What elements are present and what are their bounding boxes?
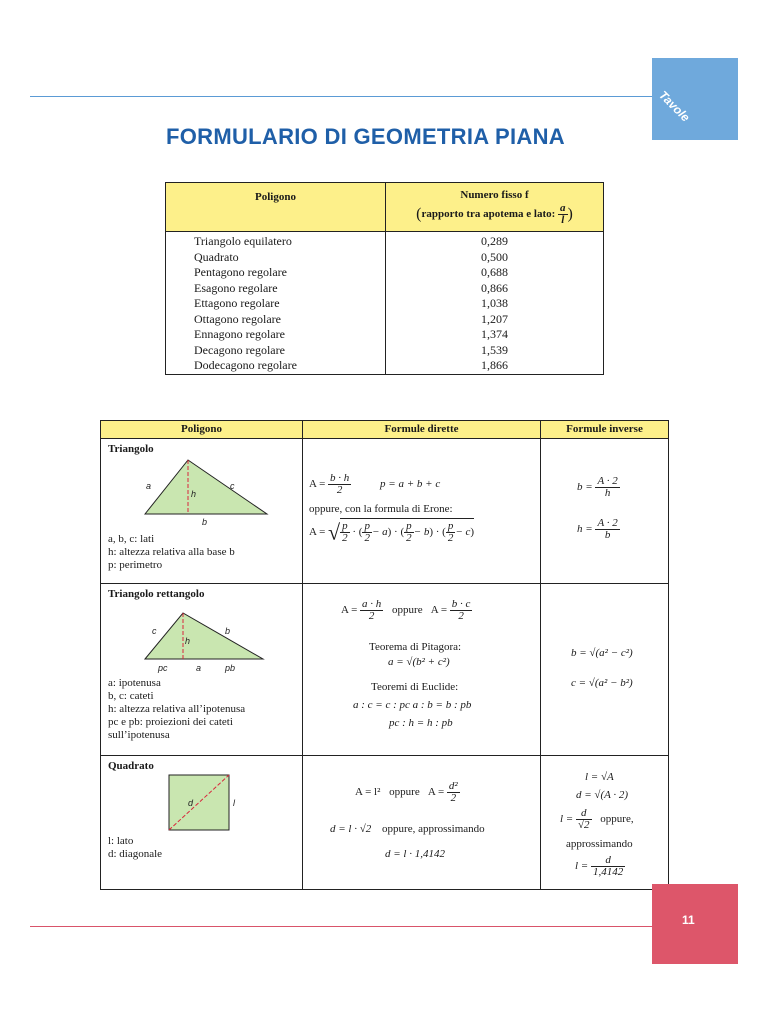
frac-den: 2: [364, 532, 370, 544]
header-ratio-text: rapporto tra apotema e lato:: [421, 208, 556, 221]
fraction: [328, 473, 351, 496]
euclide-title: Teoremi di Euclide:: [371, 681, 459, 693]
formula-prefix: h =: [577, 523, 593, 536]
euclide-line-2: pc : h = h : pb: [389, 717, 453, 729]
legend-item: a: ipotenusa: [108, 677, 161, 689]
right-triangle-figure: [141, 603, 271, 673]
inverse-l3-formula: [575, 855, 625, 878]
formula-prefix: A =: [309, 478, 326, 491]
bottom-rule: [30, 926, 654, 927]
ratio-fraction: [558, 203, 568, 226]
frac-num: p: [342, 520, 348, 532]
sqrt-body: $\frac{p}{2}$ · ( $\frac{p}{2}$ − a) · ( $\frac{p}{2}$ − b) · ( $\frac{p}{2}$ − c): [342, 520, 475, 544]
fixed-number-values: [386, 234, 603, 374]
approx-word: approssimando: [566, 838, 633, 850]
list-item: 1,207: [481, 311, 508, 326]
header-direct: Formule dirette: [384, 423, 459, 435]
fraction: [362, 521, 372, 544]
header-inverse: Formule inverse: [566, 423, 643, 435]
frac-den: h: [604, 487, 611, 499]
heron-formula: [309, 518, 474, 546]
frac-num: d: [591, 855, 625, 867]
right-triangle-legend: [108, 677, 245, 742]
square-title: Quadrato: [108, 760, 154, 772]
legend-item: h: altezza relativa alla base b: [108, 546, 235, 558]
section-tab-label: Tavole: [656, 88, 693, 125]
frac-den: √2: [577, 819, 590, 831]
square-diagonal: [330, 823, 485, 835]
page-title: FORMULARIO DI GEOMETRIA PIANA: [166, 124, 565, 149]
frac-den: 2: [342, 532, 348, 544]
frac-num: b · c: [451, 598, 471, 610]
fraction: [404, 521, 414, 544]
label-a: a: [196, 663, 202, 673]
oppure-text: oppure: [389, 786, 420, 799]
list-item: Ennagono regolare: [194, 327, 285, 341]
term: − a: [371, 526, 388, 539]
list-item: Ottagono regolare: [194, 311, 281, 326]
page-number-tab: [652, 884, 738, 964]
list-item: 0,866: [481, 280, 508, 295]
label-c: c: [230, 481, 235, 491]
polygon-names: [194, 234, 297, 374]
frac-den: 2: [447, 532, 454, 544]
right-triangle-title: Triangolo rettangolo: [108, 588, 205, 600]
label-pc: pc: [158, 663, 168, 673]
frac-num: a · h: [362, 598, 382, 610]
perimeter-formula: p = a + b + c: [380, 478, 441, 491]
inverse-l2-formula: [560, 808, 634, 831]
frac-num: p: [447, 520, 454, 532]
fraction: [576, 808, 592, 831]
frac-num: A · 2: [597, 475, 618, 487]
column-divider: [540, 421, 541, 889]
column-divider: [302, 421, 303, 889]
fraction: [595, 476, 619, 499]
square-diagonal-approx: d = l · 1,4142: [385, 848, 445, 860]
header-fixed-number: Numero fisso f: [460, 189, 529, 201]
inverse-d-formula: d = √(A · 2): [576, 789, 629, 801]
list-item: Pentagono regolare: [194, 265, 287, 279]
square-figure: [167, 773, 247, 833]
legend-item: d: diagonale: [108, 848, 163, 860]
list-item: Esagono regolare: [194, 280, 278, 295]
legend-item: l: lato: [108, 835, 134, 847]
list-item: Triangolo equilatero: [194, 234, 292, 248]
fraction: [340, 521, 350, 544]
close-paren: ): [567, 205, 573, 223]
label-h: h: [191, 489, 197, 499]
legend-item: h: altezza relativa all’ipotenusa: [108, 703, 246, 715]
legend-item: sull’ipotenusa: [108, 729, 170, 741]
fraction: [591, 855, 625, 878]
list-item: Quadrato: [194, 249, 239, 264]
legend-item: p: perimetro: [108, 559, 163, 571]
inverse-b-formula: [577, 476, 620, 499]
ratio-den: l: [561, 214, 565, 226]
legend-item: a, b, c: lati: [108, 533, 155, 545]
legend-item: pc e pb: proiezioni dei cateti: [108, 716, 233, 728]
top-rule: [30, 96, 654, 97]
formula-prefix: A =: [427, 786, 445, 799]
triangle-title: Triangolo: [108, 443, 154, 455]
fraction: [450, 599, 473, 622]
frac-den: 2: [368, 610, 375, 622]
frac-den: 2: [458, 610, 464, 622]
square-area: [355, 781, 460, 804]
inverse-b-formula: b = √(a² − c²): [571, 647, 633, 659]
label-b: b: [202, 517, 208, 526]
triangle-area-formula: [309, 473, 440, 496]
formula-prefix: A = l²: [355, 786, 381, 799]
frac-num: p: [406, 520, 412, 532]
inverse-h-formula: [577, 518, 620, 541]
frac-den: 2: [406, 532, 412, 544]
row-divider: [101, 755, 668, 756]
right-triangle-area: [341, 599, 472, 622]
header-polygon: Poligono: [181, 423, 222, 435]
triangle-legend: [108, 533, 235, 572]
list-item: 0,500: [481, 249, 508, 264]
triangle-figure: [141, 456, 271, 526]
label-pb: pb: [225, 663, 236, 673]
fixed-number-table: [165, 182, 604, 375]
frac-den: 1,4142: [592, 866, 624, 878]
frac-num: d: [576, 808, 592, 820]
inverse-c-formula: c = √(a² − b²): [571, 677, 633, 689]
page-number: 11: [682, 913, 695, 927]
square-legend: [108, 835, 162, 861]
label-a: a: [146, 481, 152, 491]
fraction: [446, 521, 456, 544]
approx-text: oppure, approssimando: [382, 823, 485, 835]
fraction: [595, 518, 619, 541]
term: − c: [455, 526, 471, 539]
formula-table: [100, 420, 669, 890]
list-item: 1,038: [481, 296, 508, 310]
list-item: 1,539: [481, 342, 508, 357]
diag-formula: d = l · √2: [330, 823, 372, 835]
fraction: [360, 599, 383, 622]
formula-prefix: A =: [309, 526, 326, 539]
list-item: 1,374: [481, 327, 508, 341]
legend-item: b, c: cateti: [108, 690, 154, 702]
list-item: 0,688: [481, 265, 508, 279]
label-h: h: [185, 636, 191, 646]
term: − b: [413, 526, 430, 539]
fraction: [447, 781, 460, 804]
list-item: Ettagono regolare: [194, 296, 280, 310]
open-paren: (: [416, 205, 422, 223]
label-d: d: [188, 798, 194, 808]
frac-den: b: [604, 529, 611, 541]
frac-num: A · 2: [597, 517, 618, 529]
inverse-l-formula: l = √A: [585, 771, 614, 783]
pitagora-formula: a = √(b² + c²): [388, 656, 450, 668]
frac-den: 2: [336, 484, 343, 496]
sqrt-sign: √: [328, 519, 341, 545]
formula-prefix: l =: [575, 860, 589, 873]
list-item: 1,866: [481, 358, 508, 372]
header-polygon: Poligono: [255, 191, 296, 203]
list-item: Dodecagono regolare: [194, 358, 297, 372]
list-item: Decagono regolare: [194, 342, 285, 357]
euclide-line-1: a : c = c : pc a : b = b : pb: [353, 699, 472, 711]
list-item: 0,289: [481, 234, 508, 248]
formula-prefix: b =: [577, 481, 593, 494]
label-c: c: [152, 626, 157, 636]
frac-den: 2: [450, 792, 457, 804]
frac-num: d²: [448, 780, 458, 792]
pitagora-title: Teorema di Pitagora:: [369, 641, 462, 653]
formula-prefix: A =: [430, 604, 448, 617]
label-b: b: [225, 626, 231, 636]
heron-text: oppure, con la formula di Erone:: [309, 503, 453, 515]
label-l: l: [233, 798, 235, 808]
oppure-text: oppure,: [600, 813, 634, 826]
formula-prefix: A =: [341, 604, 358, 617]
section-tab: [652, 58, 738, 140]
frac-num: b · h: [330, 472, 350, 484]
formula-prefix: l =: [560, 813, 574, 826]
frac-num: p: [364, 520, 370, 532]
oppure-text: oppure: [392, 604, 423, 617]
header-ratio: [386, 203, 603, 226]
ratio-num: a: [560, 202, 566, 214]
row-divider: [101, 583, 668, 584]
